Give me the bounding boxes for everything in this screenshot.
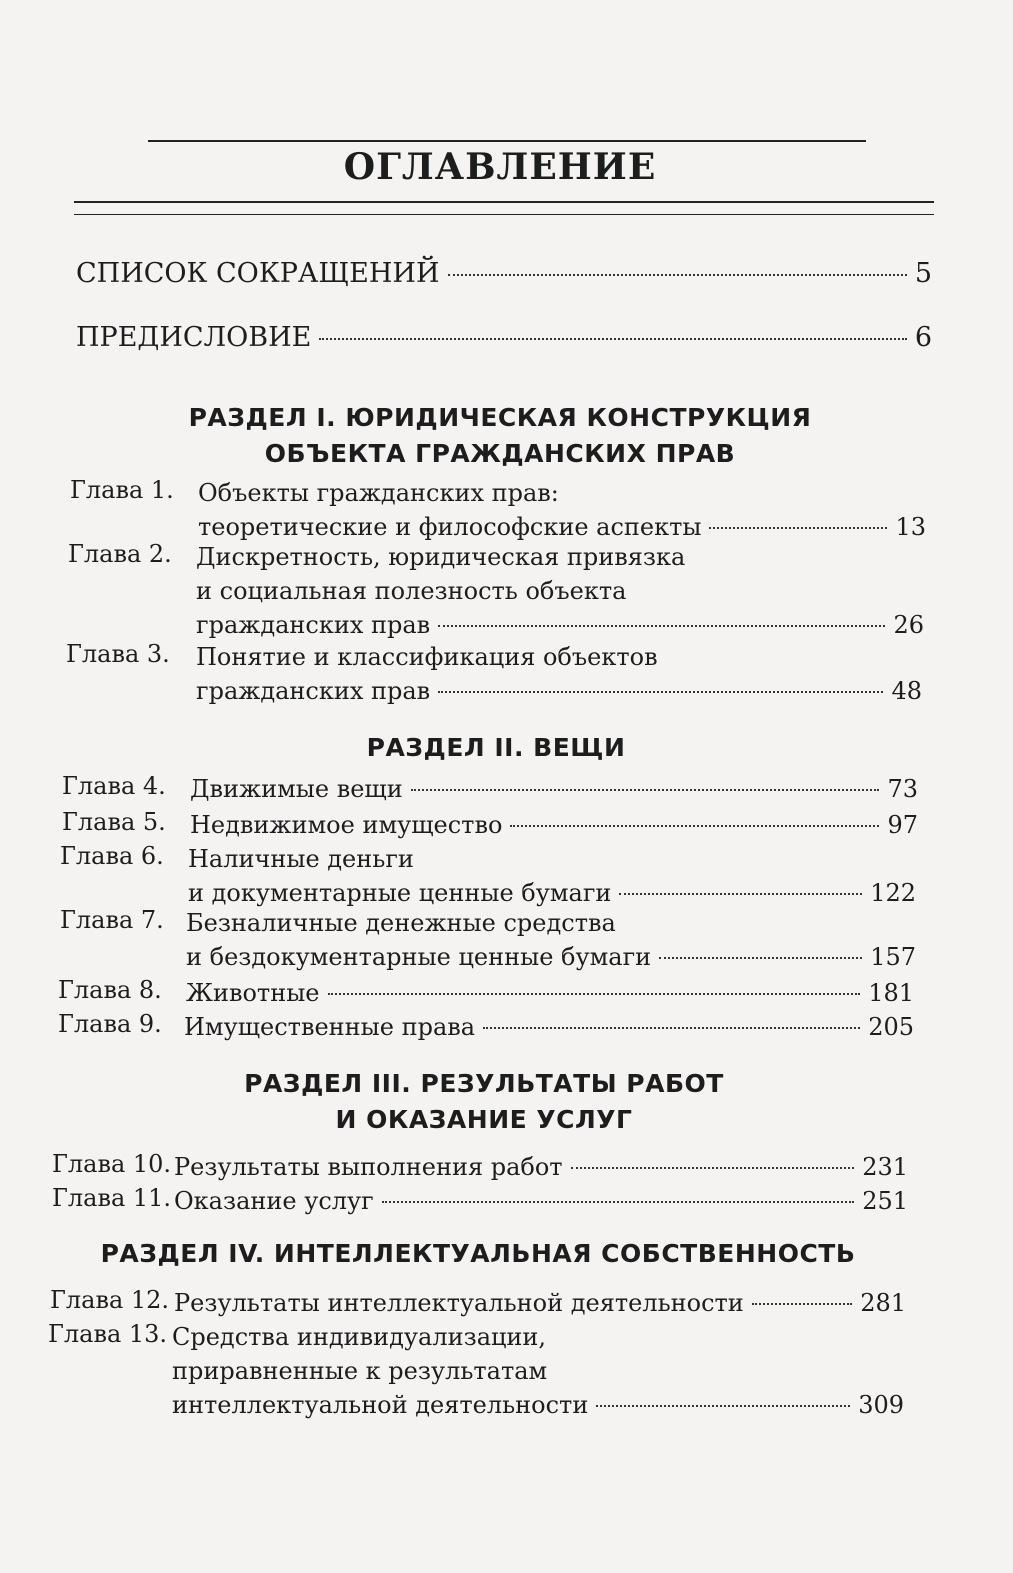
section-title-line: РАЗДЕЛ IV. ИНТЕЛЛЕКТУАЛЬНАЯ СОБСТВЕННОСТЬ bbox=[100, 1239, 856, 1268]
dot-leader bbox=[438, 625, 885, 627]
dot-leader bbox=[328, 993, 861, 995]
chapter-title-line: интеллектуальной деятельности bbox=[172, 1391, 589, 1419]
dot-leader bbox=[596, 1405, 850, 1407]
chapter-title-line: приравненные к результатам bbox=[172, 1357, 548, 1385]
dot-leader bbox=[619, 893, 862, 895]
chapter-title-line: Объекты гражданских прав: bbox=[198, 479, 559, 507]
chapter-label: Глава 4. bbox=[62, 772, 166, 800]
section-title-line: И ОКАЗАНИЕ УСЛУГ bbox=[335, 1105, 633, 1134]
section-4-title[interactable] bbox=[48, 1236, 908, 1272]
dot-leader bbox=[382, 1201, 854, 1203]
chapter-label: Глава 12. bbox=[50, 1286, 170, 1314]
page-title: ОГЛАВЛЕНИЕ bbox=[343, 146, 657, 188]
toc-entry-abbreviations[interactable] bbox=[76, 258, 932, 289]
chapter-label: Глава 1. bbox=[70, 476, 174, 504]
chapter-label: Глава 10. bbox=[52, 1150, 172, 1178]
chapter-title-line: гражданских прав bbox=[196, 611, 431, 639]
title-rule-lower bbox=[74, 214, 934, 215]
page-number: 231 bbox=[862, 1153, 908, 1181]
chapter-title-line: теоретические и философские аспекты bbox=[198, 513, 702, 541]
dot-leader bbox=[510, 825, 879, 827]
chapter-title-line: Дискретность, юридическая привязка bbox=[196, 543, 686, 571]
toc-entry-preface[interactable] bbox=[76, 322, 932, 353]
chapter-title-line: Понятие и классификация объектов bbox=[196, 643, 658, 671]
chapter-label: Глава 2. bbox=[68, 540, 172, 568]
chapter-label: Глава 13. bbox=[48, 1320, 168, 1348]
section-3-title[interactable] bbox=[54, 1066, 914, 1138]
dot-leader bbox=[438, 691, 883, 693]
chapter-title-line: и социальная полезность объекта bbox=[196, 577, 627, 605]
chapter-title-line: Безналичные денежные средства bbox=[186, 909, 616, 937]
chapter-title-line: Движимые вещи bbox=[190, 775, 403, 803]
chapter-label: Глава 5. bbox=[62, 808, 166, 836]
chapter-label: Глава 8. bbox=[58, 976, 162, 1004]
chapter-title-line: и документарные ценные бумаги bbox=[188, 879, 612, 907]
page-number: 97 bbox=[887, 811, 918, 839]
chapter-title-line: Наличные деньги bbox=[188, 845, 414, 873]
page-number: 13 bbox=[895, 513, 926, 541]
page-number: 6 bbox=[914, 322, 932, 353]
chapter-title-line: Животные bbox=[186, 979, 320, 1007]
chapter-label: Глава 6. bbox=[60, 842, 164, 870]
chapter-label: Глава 3. bbox=[66, 640, 170, 668]
dot-leader bbox=[319, 338, 906, 340]
title-rule-upper bbox=[74, 201, 934, 203]
chapter-title-line: Оказание услуг bbox=[174, 1187, 374, 1215]
dot-leader bbox=[411, 789, 880, 791]
entry-text: ПРЕДИСЛОВИЕ bbox=[76, 322, 312, 353]
page-number: 309 bbox=[858, 1391, 904, 1419]
dot-leader bbox=[752, 1303, 852, 1305]
dot-leader bbox=[448, 274, 907, 276]
section-title-line: РАЗДЕЛ I. ЮРИДИЧЕСКАЯ КОНСТРУКЦИЯ bbox=[188, 403, 812, 432]
page-number: 26 bbox=[893, 611, 924, 639]
dot-leader bbox=[709, 527, 887, 529]
page-number: 181 bbox=[868, 979, 914, 1007]
page-number: 48 bbox=[891, 677, 922, 705]
page-number: 5 bbox=[914, 258, 932, 289]
chapter-title-line: Имущественные права bbox=[184, 1013, 476, 1041]
entry-text: СПИСОК СОКРАЩЕНИЙ bbox=[76, 258, 440, 289]
top-rule bbox=[148, 140, 866, 142]
dot-leader bbox=[483, 1027, 860, 1029]
page-number: 122 bbox=[870, 879, 916, 907]
chapter-label: Глава 7. bbox=[60, 906, 164, 934]
chapter-label: Глава 11. bbox=[52, 1184, 172, 1212]
chapter-title-line: гражданских прав bbox=[196, 677, 431, 705]
page-number: 157 bbox=[870, 943, 916, 971]
page-number: 251 bbox=[862, 1187, 908, 1215]
page-number: 281 bbox=[860, 1289, 906, 1317]
page-number: 205 bbox=[868, 1013, 914, 1041]
dot-leader bbox=[659, 957, 862, 959]
section-title-line: ОБЪЕКТА ГРАЖДАНСКИХ ПРАВ bbox=[264, 439, 736, 468]
dot-leader bbox=[571, 1167, 855, 1169]
section-title-line: РАЗДЕЛ III. РЕЗУЛЬТАТЫ РАБОТ bbox=[244, 1069, 724, 1098]
section-title-line: РАЗДЕЛ II. ВЕЩИ bbox=[366, 733, 626, 762]
section-1-title[interactable] bbox=[70, 400, 930, 472]
chapter-title-line: Средства индивидуализации, bbox=[172, 1323, 547, 1351]
chapter-title-line: и бездокументарные ценные бумаги bbox=[186, 943, 652, 971]
page-number: 73 bbox=[887, 775, 918, 803]
chapter-title-line: Результаты интеллектуальной деятельности bbox=[174, 1289, 744, 1317]
chapter-label: Глава 9. bbox=[58, 1010, 162, 1038]
chapter-title-line: Недвижимое имущество bbox=[190, 811, 503, 839]
chapter-title-line: Результаты выполнения работ bbox=[174, 1153, 563, 1181]
section-2-title[interactable] bbox=[66, 730, 926, 766]
